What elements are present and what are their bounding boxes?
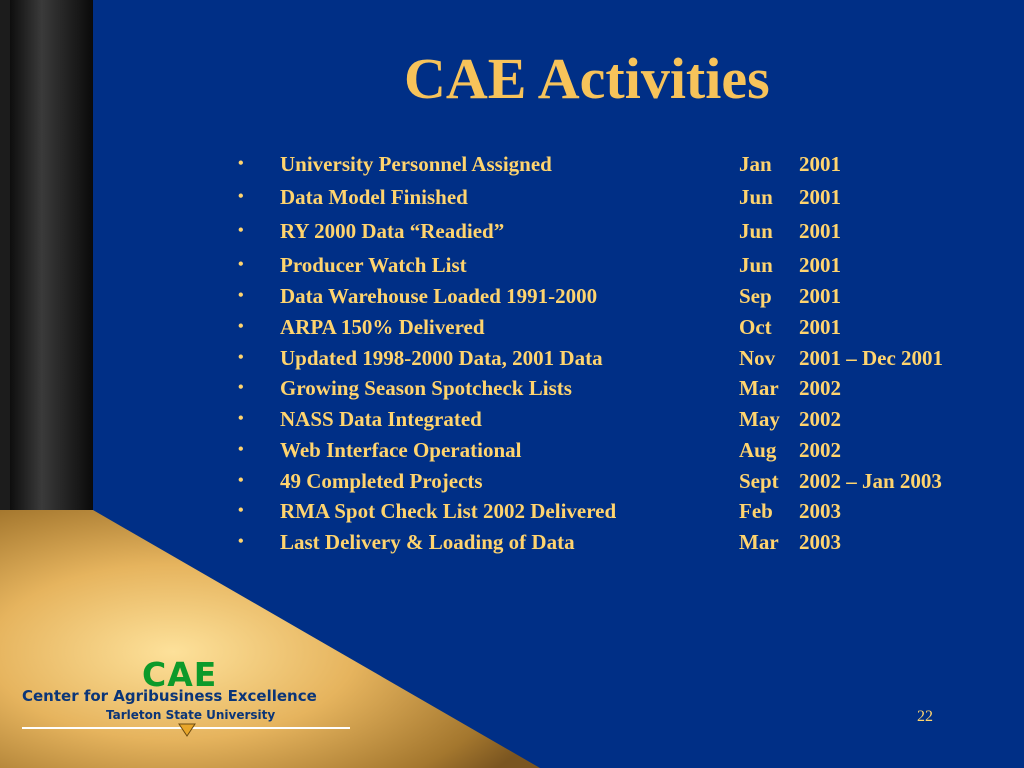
- activity-date: 2002: [799, 407, 841, 431]
- activity-date: 2001: [799, 284, 841, 308]
- activity-month: Jun: [739, 185, 773, 209]
- bullet-icon: •: [238, 188, 244, 205]
- activity-date: 2001: [799, 253, 841, 277]
- activity-month: Mar: [739, 530, 779, 554]
- page-number: 22: [917, 708, 933, 725]
- activity-label: Last Delivery & Loading of Data: [280, 530, 575, 554]
- bullet-icon: •: [238, 287, 244, 304]
- bullet-icon: •: [238, 349, 244, 366]
- activity-label: RMA Spot Check List 2002 Delivered: [280, 499, 617, 523]
- activity-month: May: [739, 407, 780, 431]
- logo-organization-name: Center for Agribusiness Excellence: [22, 687, 317, 705]
- logo-triangle-icon: [178, 723, 196, 737]
- bullet-icon: •: [238, 533, 244, 550]
- bullet-icon: •: [238, 379, 244, 396]
- bullet-icon: •: [238, 472, 244, 489]
- activity-date: 2002: [799, 376, 841, 400]
- activity-month: Aug: [739, 438, 777, 462]
- activity-label: Data Warehouse Loaded 1991-2000: [280, 284, 598, 308]
- bullet-icon: •: [238, 222, 244, 239]
- bullet-icon: •: [238, 318, 244, 335]
- activity-date: 2001 – Dec 2001: [799, 346, 944, 370]
- activity-label: Data Model Finished: [280, 185, 468, 209]
- activity-label: RY 2000 Data “Readied”: [280, 219, 505, 243]
- activity-label: Updated 1998-2000 Data, 2001 Data: [280, 346, 603, 370]
- activity-month: Sept: [739, 469, 779, 493]
- activity-date: 2003: [799, 530, 841, 554]
- activity-date: 2001: [799, 152, 841, 176]
- activity-label: Web Interface Operational: [280, 438, 522, 462]
- logo-acronym: CAE: [142, 655, 218, 694]
- logo-university: Tarleton State University: [106, 708, 276, 722]
- activity-month: Jan: [739, 152, 772, 176]
- bullet-icon: •: [238, 502, 244, 519]
- activity-month: Jun: [739, 219, 773, 243]
- slide-title: CAE Activities: [404, 46, 770, 111]
- activity-date: 2002 – Jan 2003: [799, 469, 942, 493]
- activity-label: Growing Season Spotcheck Lists: [280, 376, 572, 400]
- activity-month: Sep: [739, 284, 772, 308]
- activity-month: Oct: [739, 315, 772, 339]
- bullet-icon: •: [238, 155, 244, 172]
- activity-month: Jun: [739, 253, 773, 277]
- cae-logo: [20, 655, 360, 742]
- activity-label: Producer Watch List: [280, 253, 467, 277]
- activity-date: 2002: [799, 438, 841, 462]
- activity-month: Mar: [739, 376, 779, 400]
- bullet-icon: •: [238, 441, 244, 458]
- activity-label: NASS Data Integrated: [280, 407, 482, 431]
- bullet-icon: •: [238, 256, 244, 273]
- activity-month: Nov: [739, 346, 776, 370]
- activity-date: 2003: [799, 499, 841, 523]
- dark-side-bar: [0, 0, 93, 510]
- activity-date: 2001: [799, 219, 841, 243]
- activity-date: 2001: [799, 315, 841, 339]
- activity-date: 2001: [799, 185, 841, 209]
- activity-month: Feb: [739, 499, 773, 523]
- activity-label: University Personnel Assigned: [280, 152, 552, 176]
- activity-label: 49 Completed Projects: [280, 469, 483, 493]
- activity-label: ARPA 150% Delivered: [280, 315, 485, 339]
- bullet-icon: •: [238, 410, 244, 427]
